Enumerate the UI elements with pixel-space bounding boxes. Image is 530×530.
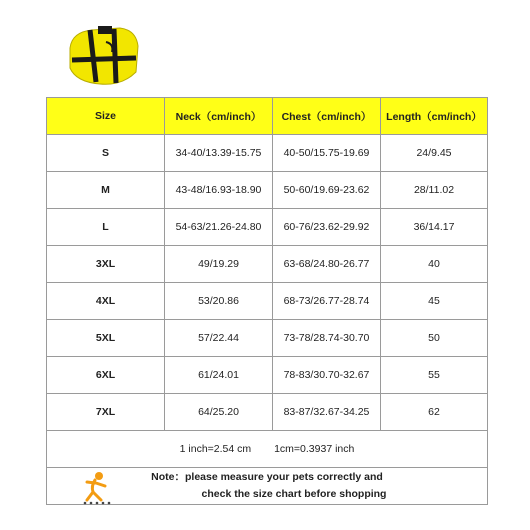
size-cell: 7XL <box>47 394 165 431</box>
chest-cell: 83-87/32.67-34.25 <box>273 394 381 431</box>
length-cell: 45 <box>381 283 488 320</box>
chest-cell: 40-50/15.75-19.69 <box>273 135 381 172</box>
size-cell: L <box>47 209 165 246</box>
chest-cell: 78-83/30.70-32.67 <box>273 357 381 394</box>
table-row <box>47 283 488 320</box>
table-row <box>47 135 488 172</box>
length-cell: 55 <box>381 357 488 394</box>
note-line-2: check the size chart before shopping <box>201 488 387 500</box>
footer-note <box>47 468 488 505</box>
length-cell: 28/11.02 <box>381 172 488 209</box>
table-header-row <box>47 98 488 135</box>
unit-inch-to-cm: 1 inch=2.54 cm <box>179 443 252 455</box>
unit-cm-to-inch: 1cm=0.3937 inch <box>274 443 355 455</box>
size-cell: 3XL <box>47 246 165 283</box>
header-chest: Chest（cm/inch） <box>273 98 381 135</box>
neck-cell: 57/22.44 <box>165 320 273 357</box>
table-row <box>47 357 488 394</box>
length-cell: 40 <box>381 246 488 283</box>
header-length: Length（cm/inch） <box>381 98 488 135</box>
length-cell: 36/14.17 <box>381 209 488 246</box>
table-row <box>47 246 488 283</box>
footer-note-row <box>47 468 488 505</box>
header-size: Size <box>47 98 165 135</box>
dog-life-jacket-icon <box>62 20 144 90</box>
chest-cell: 73-78/28.74-30.70 <box>273 320 381 357</box>
neck-cell: 34-40/13.39-15.75 <box>165 135 273 172</box>
size-cell: 4XL <box>47 283 165 320</box>
unit-conversion <box>47 431 488 468</box>
neck-cell: 49/19.29 <box>165 246 273 283</box>
size-cell: S <box>47 135 165 172</box>
neck-cell: 54-63/21.26-24.80 <box>165 209 273 246</box>
chest-cell: 68-73/26.77-28.74 <box>273 283 381 320</box>
length-cell: 62 <box>381 394 488 431</box>
dog-logo-icon <box>77 470 125 506</box>
table-row <box>47 172 488 209</box>
chest-cell: 60-76/23.62-29.92 <box>273 209 381 246</box>
neck-cell: 53/20.86 <box>165 283 273 320</box>
table-row <box>47 320 488 357</box>
length-cell: 50 <box>381 320 488 357</box>
size-chart-table <box>46 97 488 505</box>
length-cell: 24/9.45 <box>381 135 488 172</box>
neck-cell: 64/25.20 <box>165 394 273 431</box>
header-neck: Neck（cm/inch） <box>165 98 273 135</box>
neck-cell: 43-48/16.93-18.90 <box>165 172 273 209</box>
table-row <box>47 394 488 431</box>
neck-cell: 61/24.01 <box>165 357 273 394</box>
table-row <box>47 209 488 246</box>
product-image <box>62 20 144 90</box>
chest-cell: 63-68/24.80-26.77 <box>273 246 381 283</box>
size-cell: 5XL <box>47 320 165 357</box>
size-cell: 6XL <box>47 357 165 394</box>
note-line-1: Note：please measure your pets correctly and <box>151 471 383 483</box>
chest-cell: 50-60/19.69-23.62 <box>273 172 381 209</box>
size-cell: M <box>47 172 165 209</box>
unit-conversion-row <box>47 431 488 468</box>
